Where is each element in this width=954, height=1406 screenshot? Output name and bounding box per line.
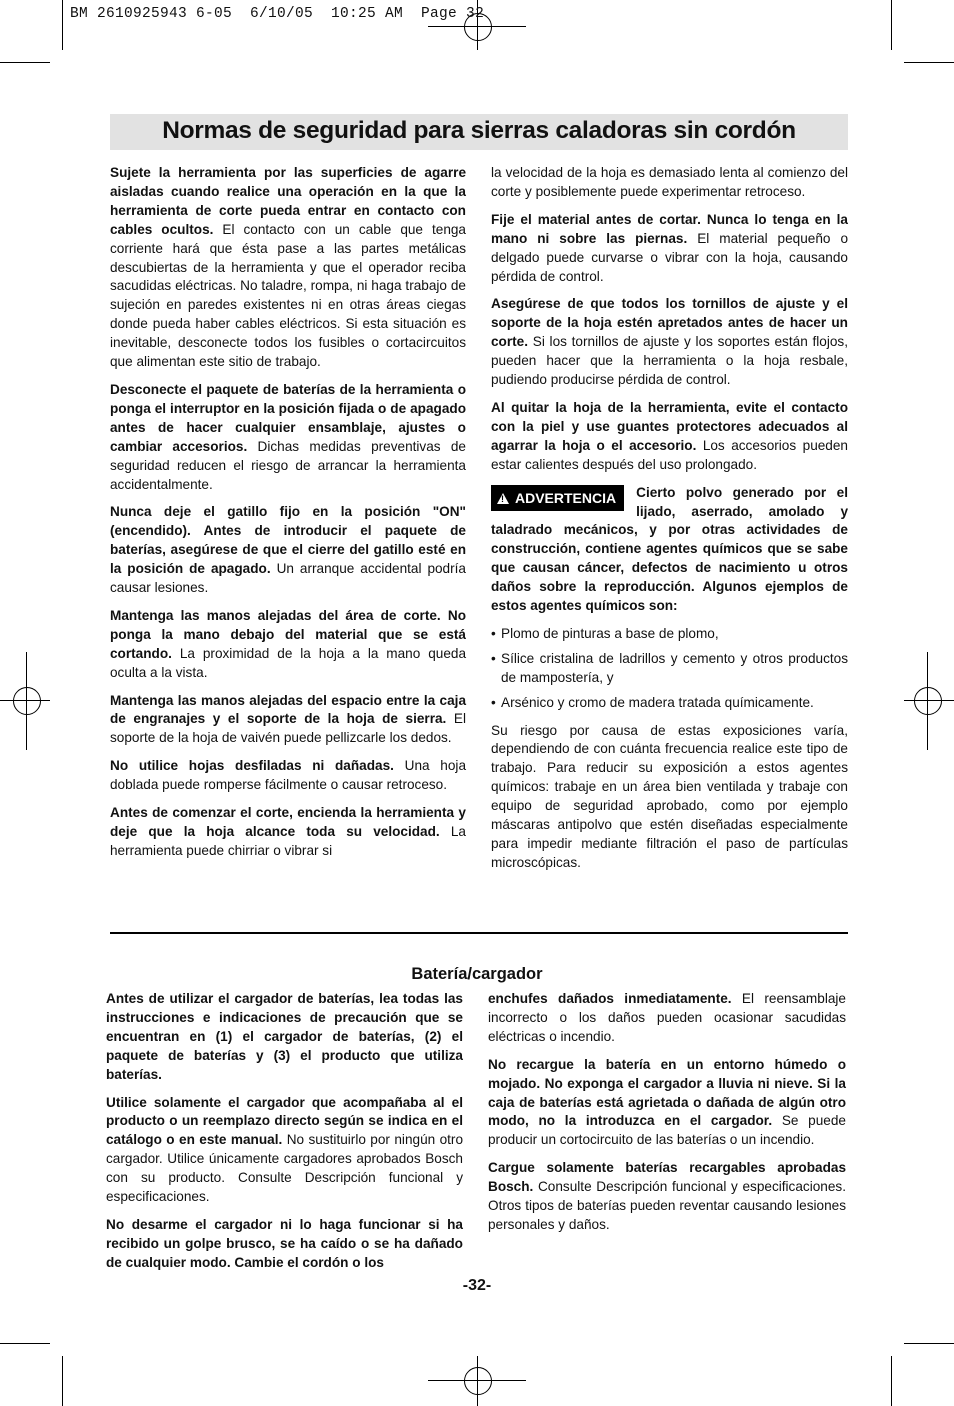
paragraph-body: El material pequeño o delgado puede curvarse o vibrar con la hoja, causando pérdida de control.	[491, 230, 849, 284]
paragraph-lead: Antes de comenzar el corte, encienda la herramienta y deje que la hoja alcance toda su velocidad.	[110, 805, 466, 839]
paragraph-lead: Fije el material antes de cortar. Nunca lo tenga en la mano ni sobre las piernas.	[491, 211, 848, 246]
paragraph-body: Se puede producir un cortocircuito de las baterías o un incendio.	[488, 1113, 846, 1148]
paragraph-body: Los accesorios pueden estar calientes después del uso prolongado.	[491, 437, 848, 472]
paragraph-body: Dichas medidas preventivas de seguridad reducen el riesgo de arrancar la herramienta accidentalmente.	[110, 438, 466, 492]
paragraph-body: El contacto con un cable que tenga corriente hará que ésta pase a las partes metálicas descubiertas de la herramienta y que el operador reciba sacudidas eléctricas. No taladre, rompa, ni haga trabajo de sujeción en paredes existentes ni en otras áreas ciegas donde pueda haber cables eléctricos. Si esta situación es inevitable, desconecte todos los fusibles o cortacircuitos que alimentan este sitio de trabajo.	[110, 221, 466, 370]
paragraph-body: No sustituirlo por ningún otro cargador. Utilice únicamente cargadores aprobados Bosch con su producto. Consulte Descripción funcional y especificaciones.	[106, 1132, 464, 1205]
crop-mark	[62, 1356, 63, 1406]
page-title: Normas de seguridad para sierras caladoras sin cordón	[162, 117, 796, 144]
paragraph-lead: Antes de utilizar el cargador de baterías, lea todas las instrucciones e indicaciones de precaución que se encuentran en (1) el cargador de baterías, (2) el paquete de baterías y (3) el producto que utiliza baterías.	[106, 991, 463, 1082]
battery-paragraph	[488, 1159, 846, 1235]
paragraph-lead: No recargue la batería en un entorno húmedo o mojado. No exponga el cargador a lluvia ni nieve. Si la caja de baterías está agrietada o dañada de algún otro modo, no la introduzca en el cargador.	[488, 1056, 846, 1129]
paragraph-body: Una hoja doblada puede romperse fácilmente o causar retroceso.	[110, 758, 466, 793]
warning-triangle-icon: !	[497, 493, 509, 504]
paragraph-lead: Mantenga las manos alejadas del área de corte. No ponga la mano debajo del material que se está cortando.	[110, 607, 466, 661]
title-bar	[110, 114, 848, 150]
safety-right-column	[491, 164, 848, 882]
warning-badge	[491, 485, 624, 511]
crop-mark	[891, 0, 892, 50]
closing-paragraph: Su riesgo por causa de estas exposiciones varía, dependiendo de con cuánta frecuencia realice este tipo de trabajo. Para reducir su exposición a estos agentes químicos: trabaje en un área bien ventilada y trabaje con equipo de seguridad aprobado, como por ejemplo máscaras antipolvo que estén diseñadas especialmente para impedir mediante filtración el paso de partículas microscópicas.	[491, 722, 848, 870]
battery-paragraph	[106, 1216, 463, 1273]
crop-mark	[904, 1343, 954, 1344]
safety-left-column	[110, 164, 466, 870]
registration-mark-icon	[13, 687, 41, 715]
battery-left-column	[106, 990, 463, 1282]
list-item: • Arsénico y cromo de madera tratada químicamente.	[491, 694, 848, 713]
section-divider	[110, 932, 848, 934]
crop-mark	[428, 1380, 526, 1381]
paragraph-body: Consulte Descripción funcional y especificaciones. Otros tipos de baterías pueden reventar causando lesiones personales y daños.	[488, 1179, 846, 1232]
paragraph-lead: Mantenga las manos alejadas del espacio entre la caja de engranajes y el soporte de la hoja de sierra.	[110, 692, 466, 727]
continuation-paragraph: la velocidad de la hoja es demasiado lenta al comienzo del corte y posiblemente puede experimentar retroceso.	[491, 165, 848, 199]
crop-mark	[904, 700, 954, 701]
crop-mark	[26, 652, 27, 750]
paragraph-body: El reensamblaje incorrecto o los daños pueden ocasionar sacudidas eléctricas o incendio.	[488, 991, 846, 1044]
safety-paragraph	[110, 757, 466, 795]
paragraph-lead: Desconecte el paquete de baterías de la herramienta o ponga el interruptor en la posición fijada o de apagado antes de hacer cualquier ensamblaje, ajustes o cambiar accesorios.	[110, 381, 466, 454]
warning-text: Cierto polvo generado por el lijado, aserrado, amolado y taladrado mecánicos, y por otras actividades de construcción, contiene agentes químicos que se sabe que causan cáncer, defectos de nacimiento u otros daños sobre la reproducción. Algunos ejemplos de estos agentes químicos son:	[491, 484, 848, 614]
safety-paragraph	[110, 607, 466, 683]
crop-mark	[477, 1356, 478, 1406]
warning-paragraph	[491, 484, 848, 616]
paragraph-body: La proximidad de la hoja a la mano queda oculta a la vista.	[110, 645, 467, 680]
paragraph-lead: enchufes dañados inmediatamente.	[488, 991, 732, 1006]
crop-mark	[0, 700, 50, 701]
crop-mark	[428, 26, 526, 27]
paragraph-body: El soporte de la hoja de vaivén puede pellizcarle los dedos.	[110, 711, 467, 746]
crop-mark	[0, 1343, 50, 1344]
battery-paragraph	[106, 990, 463, 1085]
crop-mark	[927, 652, 928, 750]
print-slug: BM 2610925943 6-05 6/10/05 10:25 AM Page 32	[70, 6, 485, 22]
paragraph-lead: No utilice hojas desfiladas ni dañadas.	[110, 758, 394, 774]
crop-mark	[0, 62, 50, 63]
list-item: • Sílice cristalina de ladrillos y cemento y otros productos de mampostería, y	[491, 650, 848, 688]
safety-paragraph	[491, 295, 848, 390]
safety-paragraph	[491, 399, 848, 475]
chemical-list	[491, 625, 848, 713]
battery-paragraph	[106, 1094, 463, 1207]
battery-paragraph	[488, 990, 846, 1047]
crop-mark	[904, 62, 954, 63]
paragraph-lead: No desarme el cargador ni lo haga funcionar si ha recibido un golpe brusco, se ha caído o se ha dañado de cualquier modo. Cambie el cordón o los	[106, 1216, 463, 1270]
paragraph-lead: Nunca deje el gatillo fijo en la posición "ON" (encendido). Antes de introducir el paquete de baterías, asegúrese de que el cierre del gatillo esté en la posición de apagado.	[110, 504, 466, 577]
battery-paragraph	[488, 1056, 846, 1151]
safety-paragraph	[110, 503, 466, 598]
safety-paragraph	[110, 692, 466, 749]
list-item: • Plomo de pinturas a base de plomo,	[491, 625, 848, 644]
paragraph-lead: Asegúrese de que todos los tornillos de ajuste y el soporte de la hoja estén apretados antes de hacer un corte.	[491, 296, 848, 350]
paragraph-lead: Al quitar la hoja de la herramienta, evite el contacto con la piel y use guantes protectores adecuados al agarrar la hoja o el accesorio.	[491, 399, 848, 453]
registration-mark-icon	[464, 1367, 492, 1395]
paragraph-lead: Sujete la herramienta por las superficies de agarre aisladas cuando realice una operación en la que la herramienta de corte pueda entrar en contacto con cables ocultos.	[110, 165, 466, 237]
page-number: -32-	[462, 1277, 492, 1294]
paragraph-body: Un arranque accidental podría causar lesiones.	[110, 561, 466, 596]
crop-mark	[62, 0, 63, 50]
safety-paragraph	[110, 164, 466, 372]
paragraph-body: Si los tornillos de ajuste y los soportes están flojos, pueden hacer que la herramienta o la hoja resbale, pudiendo producirse pérdida de control.	[491, 334, 848, 388]
safety-paragraph	[491, 211, 848, 287]
paragraph-lead: Cargue solamente baterías recargables aprobadas Bosch.	[488, 1160, 846, 1195]
warning-label: ADVERTENCIA	[515, 489, 617, 506]
paragraph-body: La herramienta puede chirriar o vibrar si	[110, 824, 466, 858]
section-heading: Batería/cargador	[411, 965, 543, 983]
battery-right-column	[488, 990, 846, 1244]
registration-mark-icon	[914, 687, 942, 715]
crop-mark	[891, 1356, 892, 1406]
safety-paragraph	[110, 381, 466, 494]
safety-paragraph	[110, 804, 466, 861]
paragraph-lead: Utilice solamente el cargador que acompañaba al el producto o un reemplazo directo según se indica en el catálogo o en este manual.	[106, 1094, 463, 1148]
